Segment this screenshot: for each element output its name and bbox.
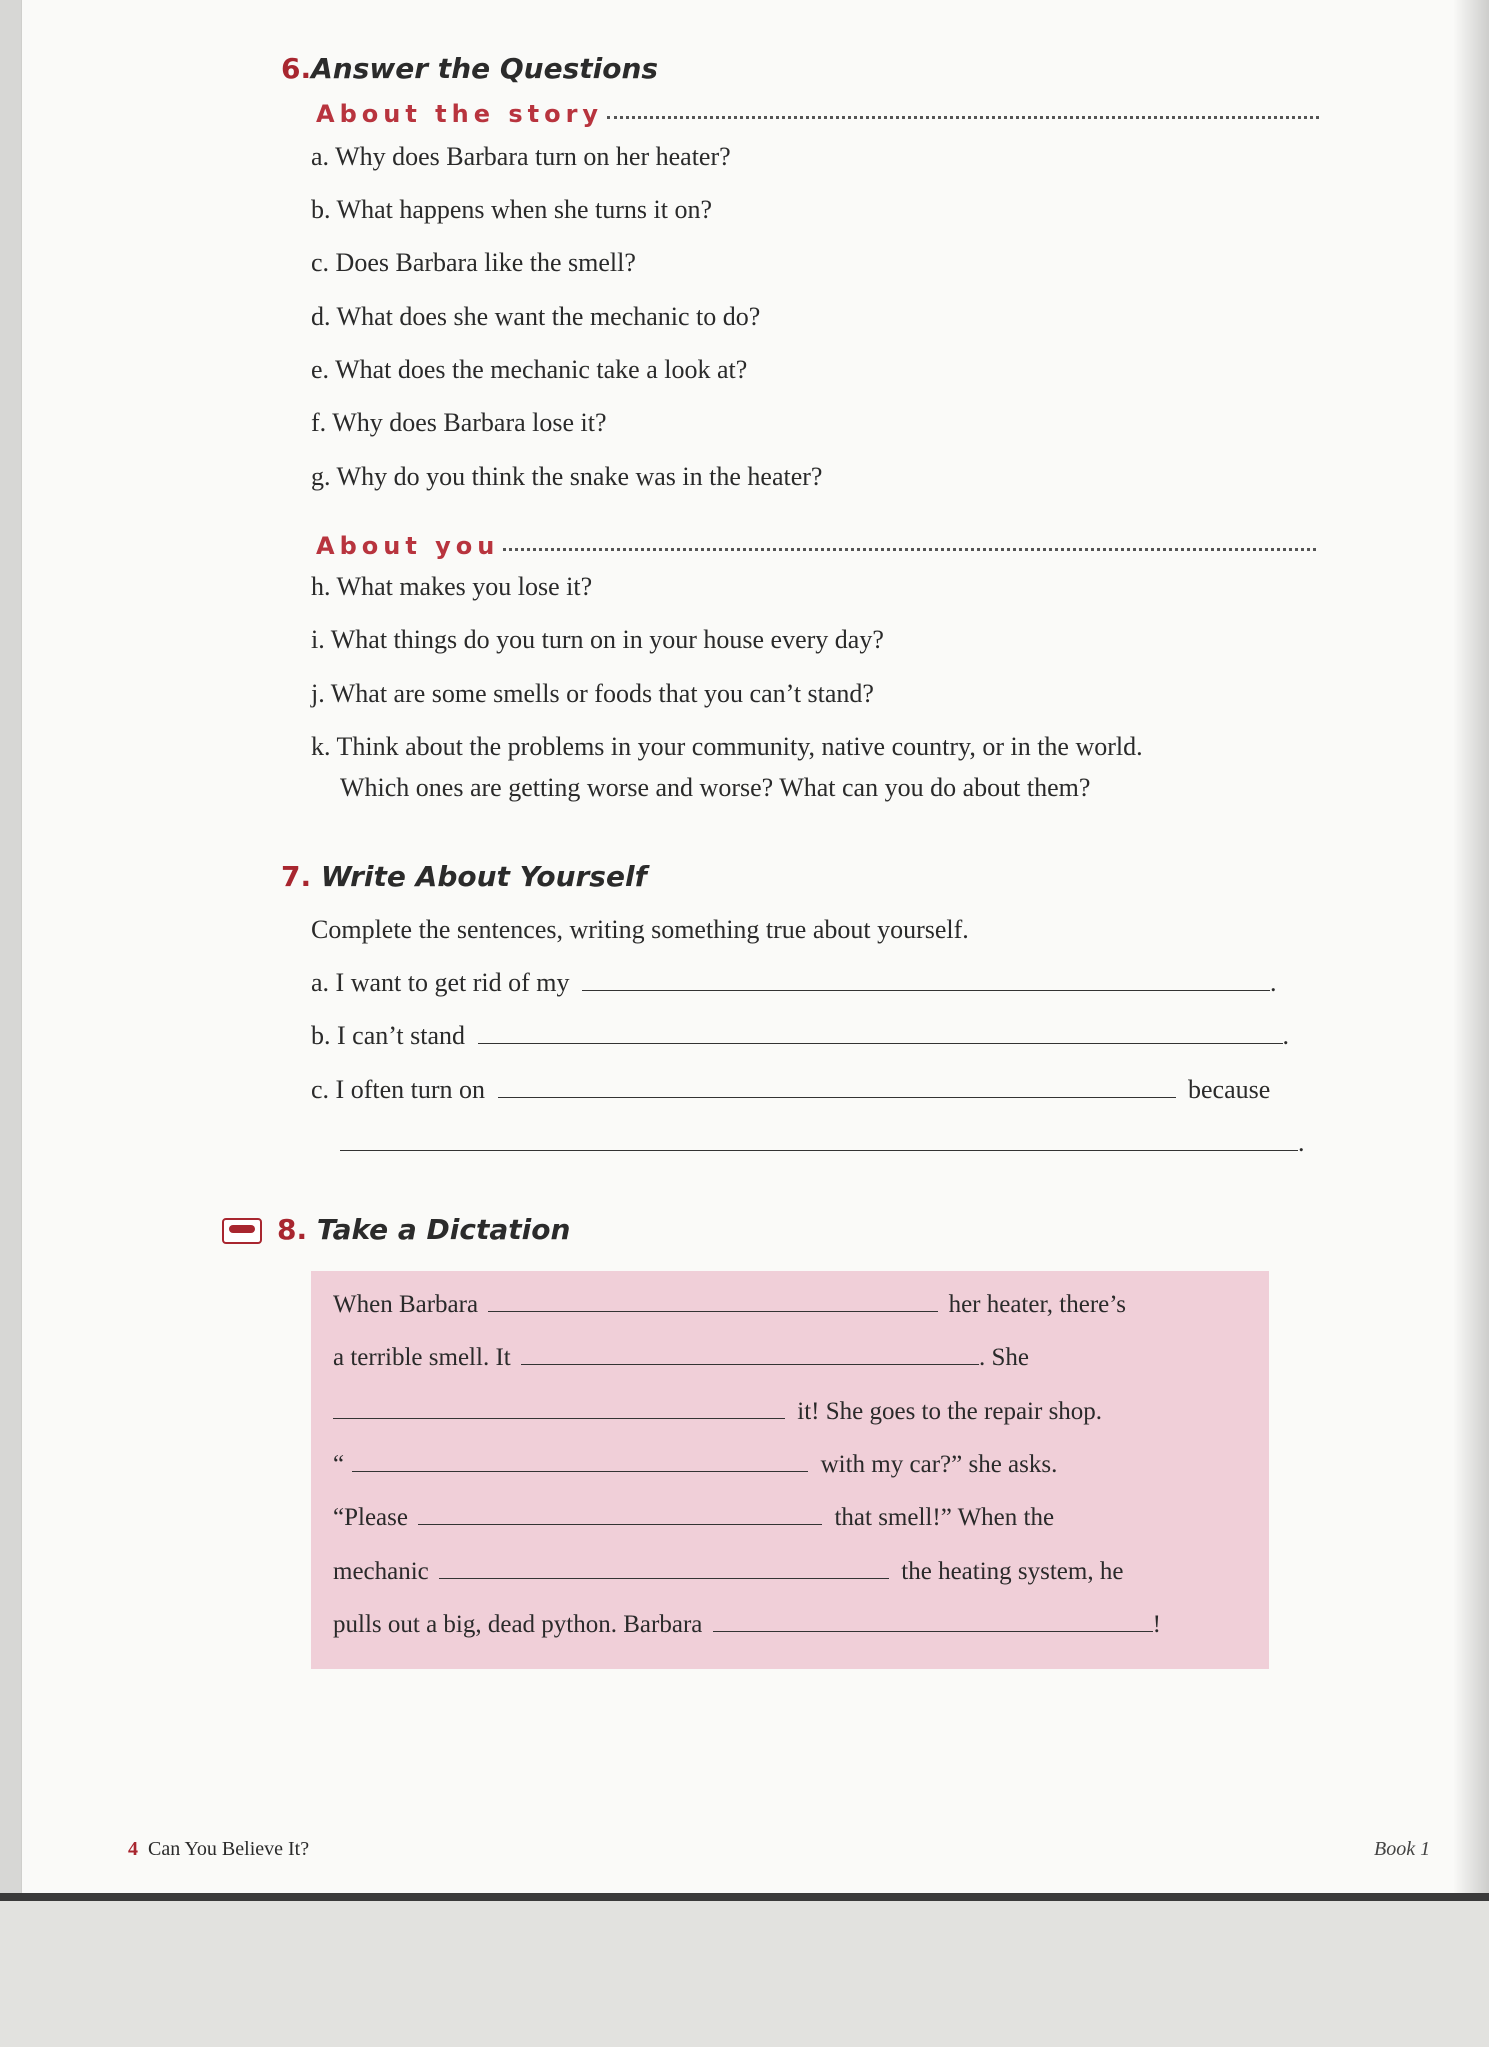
- question-b: b. What happens when she turns it on?: [311, 195, 712, 224]
- page-bottom-edge: [0, 1893, 1489, 1901]
- dictation-box: [311, 1271, 1269, 1669]
- dictation-text: . She: [978, 1344, 1029, 1371]
- dictation-blank-3[interactable]: [333, 1396, 785, 1419]
- sentence-b: [311, 1021, 1289, 1051]
- question-h: h. What makes you lose it?: [311, 572, 593, 601]
- dictation-blank-2[interactable]: [521, 1342, 979, 1365]
- sentence-a: [311, 968, 1277, 998]
- dictation-text: mechanic: [333, 1558, 429, 1585]
- dictation-text: pulls out a big, dead python. Barbara: [333, 1611, 703, 1638]
- sentence-c-blank[interactable]: [498, 1075, 1176, 1098]
- dictation-line-6: [333, 1556, 1123, 1587]
- dictation-text: that smell!” When the: [834, 1504, 1055, 1531]
- question-j: j. What are some smells or foods that you can’t stand?: [311, 679, 874, 708]
- dictation-text: the heating system, he: [901, 1558, 1124, 1585]
- sentence-a-text: a. I want to get rid of my: [311, 968, 570, 997]
- question-e: e. What does the mechanic take a look at?: [311, 355, 748, 384]
- question-k: k. Think about the problems in your community, native country, or in the world.: [311, 732, 1143, 761]
- dictation-text: a terrible smell. It: [333, 1344, 511, 1371]
- sentence-c-second-blank[interactable]: [340, 1128, 1298, 1151]
- section-7-instructions: Complete the sentences, writing something true about yourself.: [311, 915, 969, 944]
- dictation-blank-4[interactable]: [352, 1449, 808, 1472]
- question-f: f. Why does Barbara lose it?: [311, 408, 607, 437]
- section-7-title: Write About Yourself: [320, 860, 647, 893]
- sentence-c-because: because: [1188, 1075, 1271, 1104]
- dictation-line-1: [333, 1289, 1126, 1320]
- page-number: 4: [128, 1838, 138, 1860]
- sentence-a-blank[interactable]: [582, 968, 1270, 991]
- dotted-rule: [607, 116, 1319, 119]
- dictation-line-7: [333, 1609, 1161, 1640]
- sentence-c-continuation: [340, 1128, 1305, 1158]
- section-8-number: 8.: [277, 1213, 308, 1246]
- question-g: g. Why do you think the snake was in the heater?: [311, 462, 823, 491]
- section-6-heading: [281, 52, 658, 85]
- dictation-text: When Barbara: [333, 1291, 479, 1318]
- dictation-line-2: [333, 1342, 1029, 1373]
- dictation-blank-5[interactable]: [418, 1502, 822, 1525]
- sentence-c-text: c. I often turn on: [311, 1075, 486, 1104]
- period: .: [1270, 968, 1277, 997]
- sentence-c: [311, 1075, 1270, 1105]
- dictation-text: with my car?” she asks.: [820, 1451, 1058, 1478]
- about-you-subheading: [316, 532, 1316, 560]
- page-footer-left: [128, 1838, 309, 1861]
- section-8-heading: [277, 1213, 570, 1246]
- dictation-text: “: [333, 1451, 345, 1478]
- dictation-line-3: [333, 1396, 1102, 1427]
- about-story-subheading: [316, 100, 1319, 128]
- question-i: i. What things do you turn on in your house every day?: [311, 625, 884, 654]
- period: .: [1282, 1021, 1290, 1050]
- section-7-number: 7.: [281, 860, 312, 893]
- book-label: Book 1: [1374, 1838, 1431, 1860]
- period: .: [1298, 1128, 1305, 1157]
- dictation-blank-1[interactable]: [488, 1289, 938, 1312]
- section-8-title: Take a Dictation: [316, 1213, 571, 1246]
- section-7-heading: [281, 860, 647, 893]
- question-d: d. What does she want the mechanic to do?: [311, 302, 761, 331]
- sentence-b-text: b. I can’t stand: [311, 1021, 466, 1050]
- dictation-text: “Please: [333, 1504, 408, 1531]
- dictation-line-4: [333, 1449, 1057, 1480]
- dictation-text: it! She goes to the repair shop.: [797, 1398, 1103, 1425]
- question-c: c. Does Barbara like the smell?: [311, 248, 636, 277]
- book-title: Can You Believe It?: [148, 1838, 310, 1860]
- dotted-rule: [503, 548, 1316, 551]
- question-k-continuation: Which ones are getting worse and worse? What can you do about them?: [340, 773, 1091, 802]
- page-edge-shadow: [1453, 0, 1489, 1893]
- question-a: a. Why does Barbara turn on her heater?: [311, 142, 731, 171]
- dictation-blank-6[interactable]: [439, 1556, 889, 1579]
- dictation-blank-7[interactable]: [713, 1609, 1153, 1632]
- section-6-title: Answer the Questions: [311, 52, 659, 85]
- dictation-text: !: [1152, 1611, 1161, 1638]
- cassette-tape-icon: [222, 1218, 262, 1244]
- about-story-label: About the story: [316, 100, 604, 128]
- sentence-b-blank[interactable]: [478, 1021, 1283, 1044]
- scan-background: [0, 1901, 1489, 2047]
- dictation-text: her heater, there’s: [948, 1291, 1126, 1318]
- dictation-line-5: [333, 1502, 1054, 1533]
- section-6-number: 6.: [281, 52, 312, 85]
- about-you-label: About you: [316, 532, 500, 560]
